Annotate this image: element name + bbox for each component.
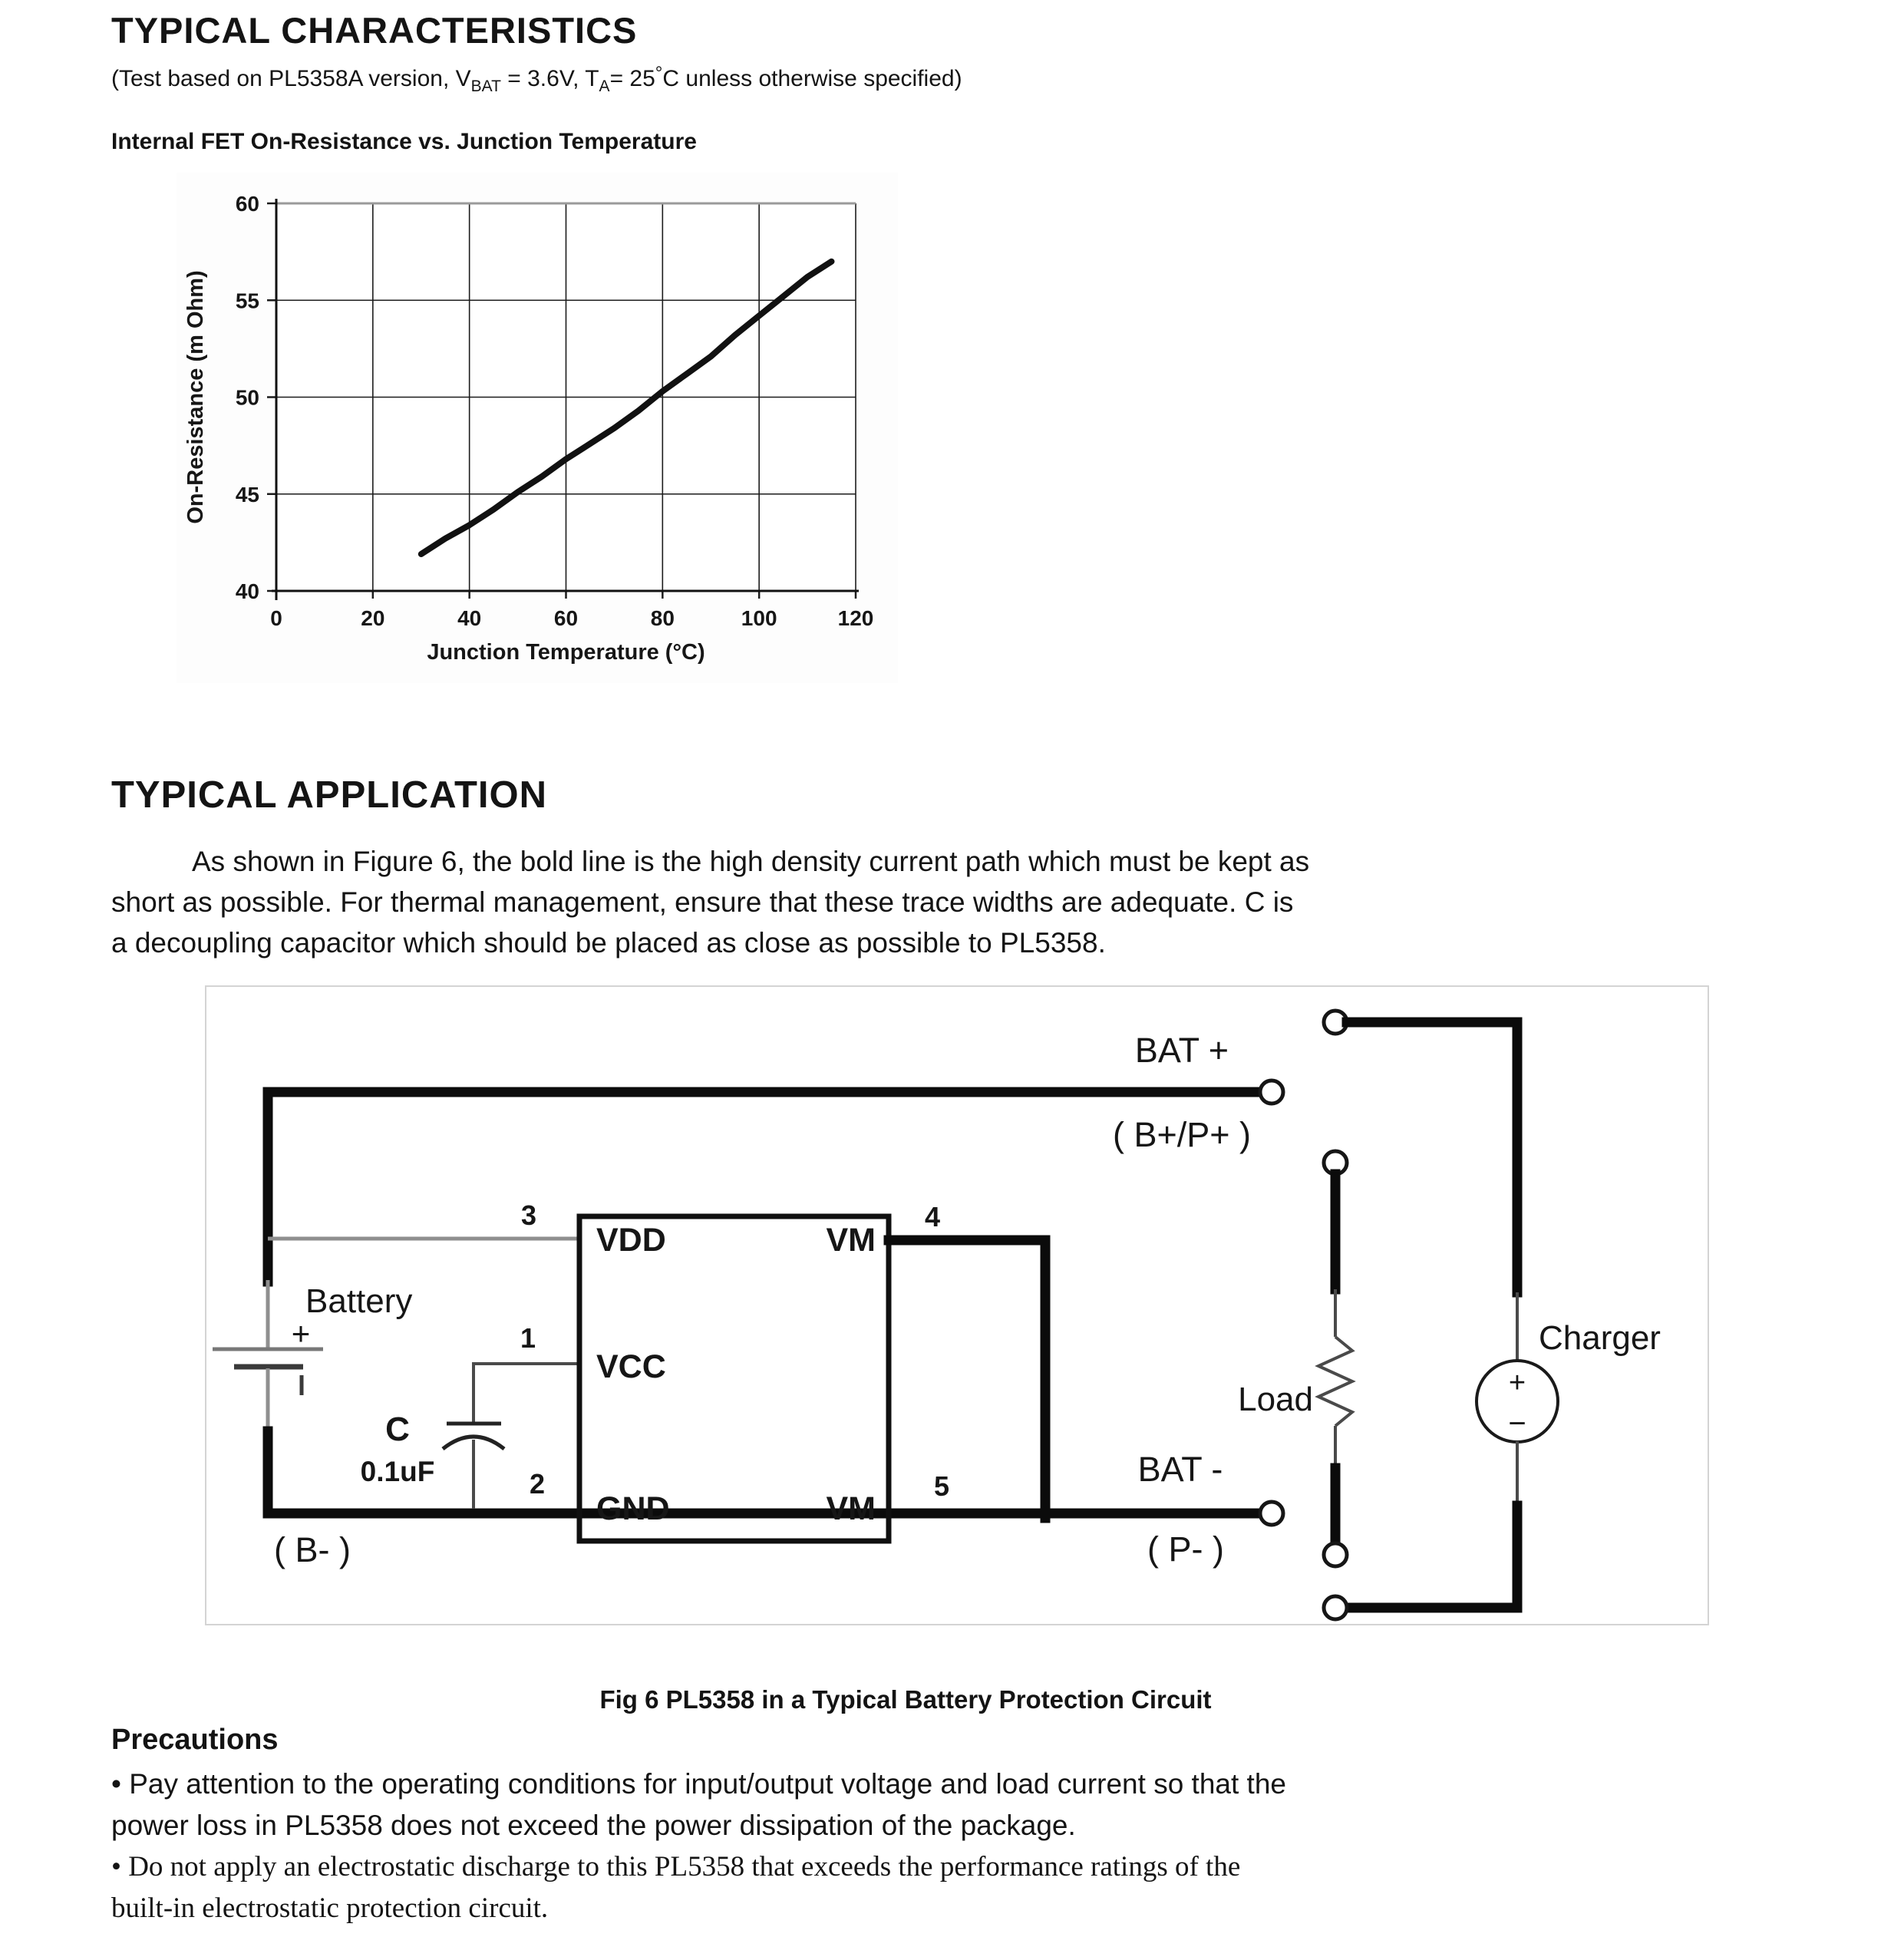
vm4-wire xyxy=(889,1240,1045,1518)
battery-protection-circuit-figure xyxy=(203,982,1715,1688)
gnd-pin-label: GND xyxy=(596,1490,670,1527)
application-paragraph xyxy=(111,841,1823,963)
ytick-label-50: 50 xyxy=(235,385,259,410)
xtick-label-40: 40 xyxy=(457,606,482,630)
x-axis-title: Junction Temperature (°C) xyxy=(427,640,705,665)
ytick-label-45: 45 xyxy=(235,482,259,506)
xtick-label-100: 100 xyxy=(741,606,777,630)
bat-minus-terminal xyxy=(1260,1502,1283,1525)
test-conditions-part4: C unless otherwise specified) xyxy=(662,66,962,91)
load-bottom-terminal xyxy=(1324,1543,1347,1566)
xtick-label-120: 120 xyxy=(837,606,874,630)
p-minus-label: ( P- ) xyxy=(1147,1529,1224,1569)
load-label: Load xyxy=(1238,1381,1313,1418)
charger-minus-label: − xyxy=(1508,1407,1526,1440)
on-resistance-chart-svg xyxy=(177,173,898,683)
ytick-label-40: 40 xyxy=(235,579,259,603)
pin1-number: 1 xyxy=(520,1322,536,1354)
circuit-diagram xyxy=(203,982,1715,1688)
pin4-number: 4 xyxy=(924,1201,941,1232)
bat-plus-label: BAT + xyxy=(1134,1031,1229,1070)
test-conditions xyxy=(111,63,962,96)
test-conditions-part1: (Test based on PL5358A version, V xyxy=(111,66,471,91)
bat-minus-label: BAT - xyxy=(1137,1450,1223,1489)
vdd-pin-label: VDD xyxy=(596,1222,666,1259)
xtick-label-0: 0 xyxy=(270,606,282,630)
precaution-bullet1-line2: power loss in PL5358 does not exceed the power dissipation of the package. xyxy=(111,1810,1076,1841)
load-resistor-zigzag xyxy=(1318,1337,1352,1426)
ytick-label-60: 60 xyxy=(235,192,259,216)
pin5-number: 5 xyxy=(933,1470,950,1502)
vm-top-pin-label: VM xyxy=(826,1222,876,1259)
precaution-bullet1-line1: • Pay attention to the operating conditions for input/output voltage and load current so that the xyxy=(111,1768,1286,1800)
charger-plus-label: + xyxy=(1508,1367,1526,1399)
charger-label: Charger xyxy=(1539,1319,1661,1357)
vcc-pin-label: VCC xyxy=(596,1348,666,1385)
precaution-bullet2-line1: • Do not apply an electrostatic discharge to this PL5358 that exceeds the performance ratings of the xyxy=(111,1851,1241,1882)
b-plus-p-plus-label: ( B+/P+ ) xyxy=(1112,1115,1252,1154)
on-resistance-chart xyxy=(177,173,898,683)
vbat-subscript: BAT xyxy=(470,78,501,95)
ytick-label-55: 55 xyxy=(235,289,259,313)
vm-bottom-pin-label: VM xyxy=(826,1490,876,1527)
y-axis-title: On-Resistance (m Ohm) xyxy=(183,270,208,524)
battery-label: Battery xyxy=(305,1282,413,1320)
bat-plus-wire xyxy=(268,1092,1261,1282)
bat-plus-terminal xyxy=(1260,1081,1283,1104)
b-minus-label: ( B- ) xyxy=(274,1530,351,1569)
xtick-label-80: 80 xyxy=(650,606,675,630)
figure-caption: Fig 6 PL5358 in a Typical Battery Protection Circuit xyxy=(599,1685,1212,1714)
capacitor-name: C xyxy=(385,1411,410,1448)
application-paragraph-line1: As shown in Figure 6, the bold line is the high density current path which must be kept as xyxy=(192,846,1310,877)
charger-top-wire xyxy=(1347,1022,1517,1292)
test-conditions-part2: = 3.6V, T xyxy=(500,66,599,91)
capacitor-value: 0.1uF xyxy=(360,1456,435,1487)
application-paragraph-line2: short as possible. For thermal management, ensure that these trace widths are adequate. C is xyxy=(111,886,1294,918)
battery-plus-label: + xyxy=(291,1315,311,1351)
xtick-label-60: 60 xyxy=(553,606,579,630)
application-heading: TYPICAL APPLICATION xyxy=(111,774,548,816)
ta-subscript: A xyxy=(599,78,610,95)
vcc-pin-wire xyxy=(474,1364,579,1422)
xtick-label-20: 20 xyxy=(361,606,385,630)
charger-bottom-wire xyxy=(1347,1506,1517,1608)
application-paragraph-line3: a decoupling capacitor which should be placed as close as possible to PL5358. xyxy=(111,927,1106,959)
chart-heading: Internal FET On-Resistance vs. Junction Temperature xyxy=(111,129,697,154)
precautions-heading: Precautions xyxy=(111,1724,279,1756)
page-title: TYPICAL CHARACTERISTICS xyxy=(111,10,638,51)
charger-bottom-terminal xyxy=(1324,1596,1347,1619)
figure-border xyxy=(206,986,1708,1625)
pin3-number: 3 xyxy=(520,1199,537,1231)
degree-sign: ° xyxy=(655,63,663,84)
precaution-bullet2-line2: built-in electrostatic protection circuit. xyxy=(111,1892,549,1924)
test-conditions-part3: = 25 xyxy=(609,66,655,91)
pin2-number: 2 xyxy=(529,1468,546,1500)
